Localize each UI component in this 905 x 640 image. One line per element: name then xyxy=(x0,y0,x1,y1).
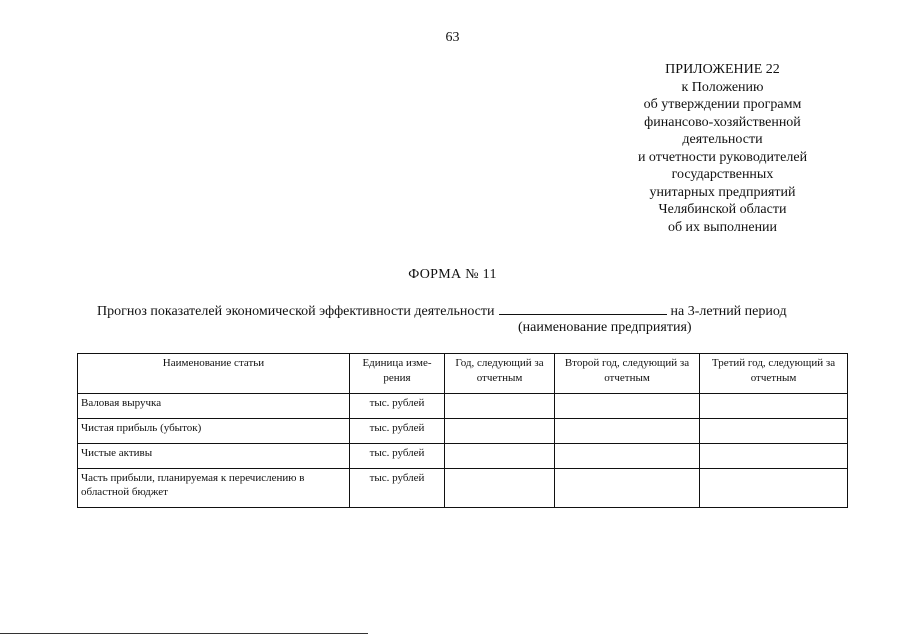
table-row xyxy=(78,394,848,419)
value-cell xyxy=(700,469,848,508)
footnote-divider xyxy=(0,633,368,634)
table-row xyxy=(78,469,848,508)
forecast-table xyxy=(77,353,848,508)
row-unit: тыс. рублей xyxy=(350,394,445,419)
enterprise-name-blank xyxy=(499,303,667,315)
appendix-header xyxy=(620,61,825,236)
appendix-line: и отчетности руководителей xyxy=(637,149,808,165)
row-name: Чистые активы xyxy=(78,444,350,469)
row-unit: тыс. рублей xyxy=(350,469,445,508)
value-cell xyxy=(700,394,848,419)
appendix-line: Челябинской области xyxy=(658,202,787,217)
header-year-1: Год, следующий за отчетным xyxy=(445,354,555,394)
header-year-2: Второй год, следующий за отчетным xyxy=(555,354,700,394)
row-name: Валовая выручка xyxy=(78,394,350,419)
appendix-line: об их выполнении xyxy=(667,219,778,235)
value-cell xyxy=(555,469,700,508)
row-name: Часть прибыли, планируемая к перечислению в областной бюджет xyxy=(78,469,350,508)
appendix-line: финансово-хозяйственной xyxy=(644,114,801,130)
header-year-3: Третий год, следующий за отчетным xyxy=(700,354,848,394)
enterprise-caption: (наименование предприятия) xyxy=(518,320,692,335)
forecast-suffix: на 3-летний период xyxy=(670,304,787,319)
value-cell xyxy=(700,444,848,469)
value-cell xyxy=(445,469,555,508)
header-item-name: Наименование статьи xyxy=(78,354,350,394)
forecast-prefix: Прогноз показателей экономической эффективности деятельности xyxy=(97,304,495,319)
value-cell xyxy=(700,419,848,444)
value-cell xyxy=(445,394,555,419)
appendix-line: государственных xyxy=(671,167,774,182)
appendix-line: деятельности xyxy=(682,132,763,147)
row-name: Чистая прибыль (убыток) xyxy=(78,419,350,444)
table-row xyxy=(78,419,848,444)
value-cell xyxy=(445,419,555,444)
appendix-line: об утверждении программ xyxy=(643,97,802,112)
appendix-line: унитарных предприятий xyxy=(649,184,796,200)
row-unit: тыс. рублей xyxy=(350,419,445,444)
forecast-line xyxy=(97,303,832,320)
value-cell xyxy=(445,444,555,469)
value-cell xyxy=(555,394,700,419)
table-header-row xyxy=(78,354,848,394)
value-cell xyxy=(555,419,700,444)
value-cell xyxy=(555,444,700,469)
header-unit: Единица изме-рения xyxy=(350,354,445,394)
appendix-line: к Положению xyxy=(681,79,764,95)
appendix-line: ПРИЛОЖЕНИЕ 22 xyxy=(665,62,780,77)
page-number: 63 xyxy=(445,30,460,45)
table-row xyxy=(78,444,848,469)
row-unit: тыс. рублей xyxy=(350,444,445,469)
form-title: ФОРМА № 11 xyxy=(408,267,497,282)
